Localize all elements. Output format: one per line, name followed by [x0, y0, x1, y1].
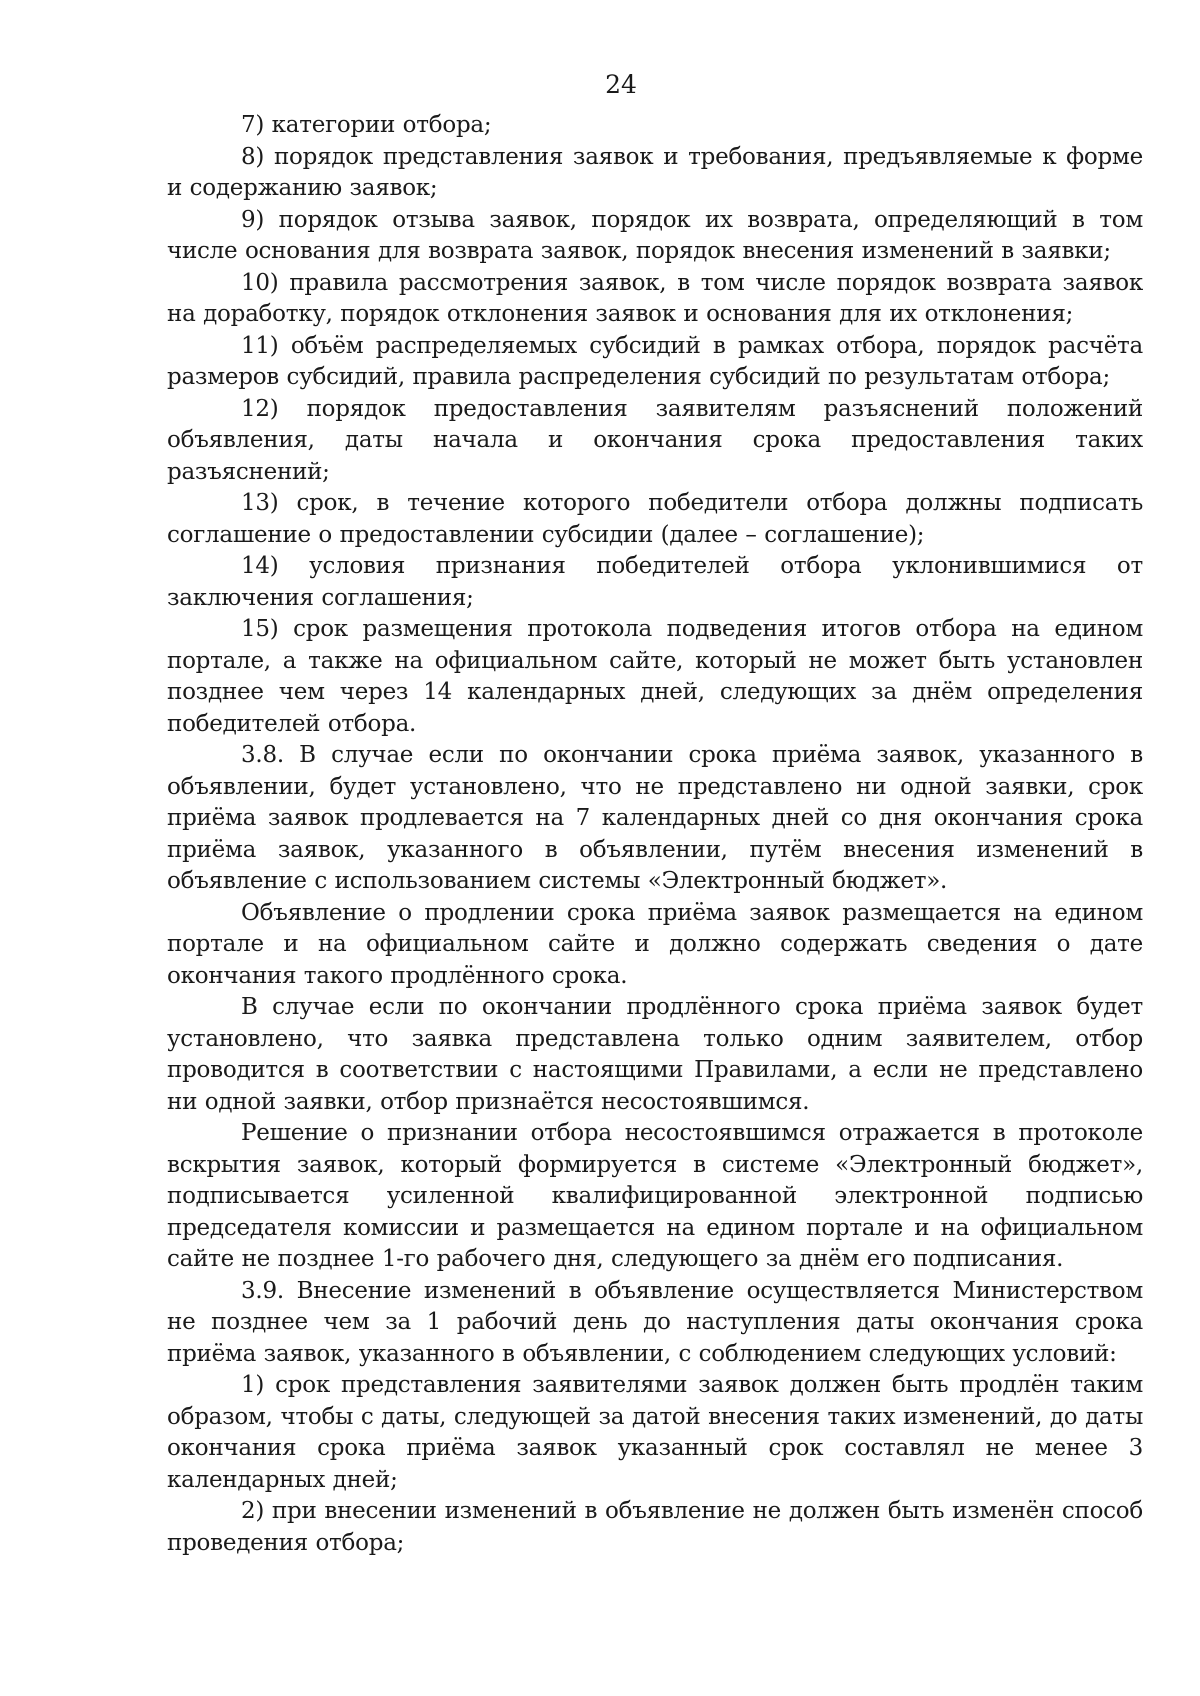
- list-item-7-selection-categories: 7) категории отбора;: [241, 112, 492, 138]
- list-item-10-review-rules: 10) правила рассмотрения заявок, в том числе порядок возврата заявок на доработку, порядок отклонения заявок и основания для их отклонения;: [167, 269, 1143, 327]
- list-item-11-subsidy-volume: 11) объём распределяемых субсидий в рамках отбора, порядок расчёта размеров субсидий, правила распределения субсидий по результатам отбора;: [167, 332, 1143, 390]
- paragraph-failed-selection-decision: Решение о признании отбора несостоявшимся отражается в протоколе вскрытия заявок, который формируется в системе «Электронный бюджет», подписывается усиленной квалифицированной электронной подписью председателя комиссии и размещается на едином портале и на официальном сайте не позднее 1-го рабочего дня, следующего за днём его подписания.: [167, 1120, 1143, 1272]
- list-item-8-application-procedure: 8) порядок представления заявок и требования, предъявляемые к форме и содержанию заявок;: [167, 143, 1143, 201]
- clause-3-8: 3.8. В случае если по окончании срока приёма заявок, указанного в объявлении, будет установлено, что не представлено ни одной заявки, срок приёма заявок продлевается на 7 календарных дней со дня окончания срока приёма заявок, указанного в объявлении, путём внесения изменений в объявление с использованием системы «Электронный бюджет».: [167, 742, 1143, 894]
- list-item-14-evasion-conditions: 14) условия признания победителей отбора уклонившимися от заключения соглашения;: [167, 553, 1143, 611]
- list-item-9-application-withdrawal: 9) порядок отзыва заявок, порядок их возврата, определяющий в том числе основания для возврата заявок, порядок внесения изменений в заявки;: [167, 206, 1143, 264]
- condition-1-deadline-extension: 1) срок представления заявителями заявок должен быть продлён таким образом, чтобы с даты, следующей за датой внесения таких изменений, до даты окончания срока приёма заявок указанный срок составлял не менее 3 календарных дней;: [167, 1372, 1143, 1493]
- document-body: [167, 110, 1143, 1559]
- condition-2-selection-method: 2) при внесении изменений в объявление не должен быть изменён способ проведения отбора;: [167, 1498, 1143, 1556]
- list-item-12-clarifications: 12) порядок предоставления заявителям разъяснений положений объявления, даты начала и окончания срока предоставления таких разъяснений;: [167, 395, 1143, 485]
- page-number: 24: [605, 70, 637, 99]
- paragraph-extension-notice: Объявление о продлении срока приёма заявок размещается на едином портале и на официальном сайте и должно содержать сведения о дате окончания такого продлённого срока.: [167, 899, 1143, 989]
- list-item-15-protocol-deadline: 15) срок размещения протокола подведения итогов отбора на едином портале, а также на официальном сайте, который не может быть установлен позднее чем через 14 календарных дней, следующих за днём определения победителей отбора.: [167, 616, 1143, 737]
- paragraph-single-applicant: В случае если по окончании продлённого срока приёма заявок будет установлено, что заявка представлена только одним заявителем, отбор проводится в соответствии с настоящими Правилами, а если не представлено ни одной заявки, отбор признаётся несостоявшимся.: [167, 994, 1143, 1115]
- clause-3-9: 3.9. Внесение изменений в объявление осуществляется Министерством не позднее чем за 1 рабочий день до наступления даты окончания срока приёма заявок, указанного в объявлении, с соблюдением следующих условий:: [167, 1277, 1143, 1367]
- list-item-13-agreement-deadline: 13) срок, в течение которого победители отбора должны подписать соглашение о предоставлении субсидии (далее – соглашение);: [167, 490, 1143, 548]
